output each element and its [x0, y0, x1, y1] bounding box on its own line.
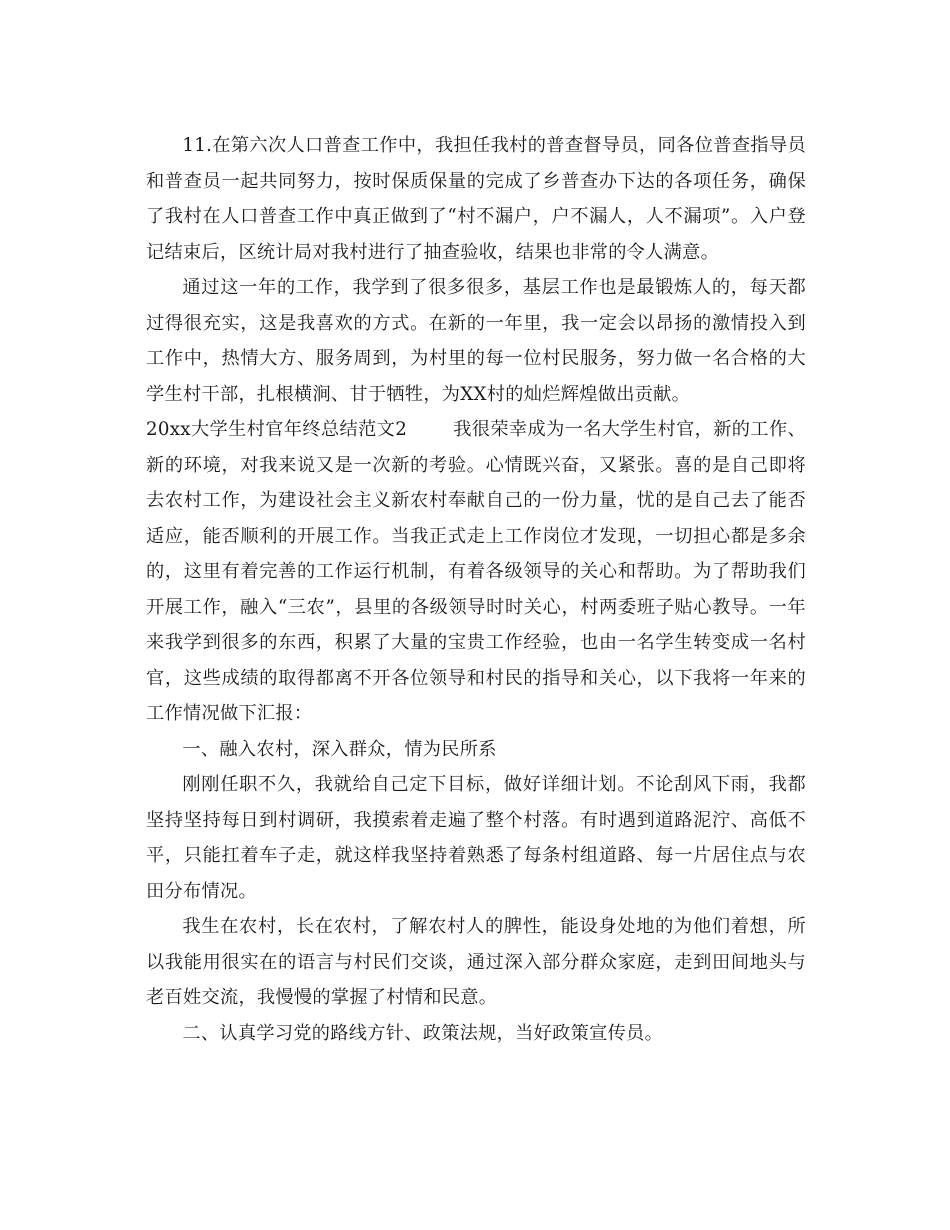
section-title: 20xx大学生村官年终总结范文2 [146, 419, 408, 440]
paragraph-village-survey: 刚刚任职不久，我就给自己定下目标，做好详细计划。不论刮风下雨，我都坚持坚持每日到村调研，我摸索着走遍了整个村落。有时遇到道路泥泞、高低不平，只能扛着车子走，就这样我坚持着熟悉了每条村组道路、每一片居住点与农田分布情况。 [146, 774, 806, 902]
document-body [146, 128, 806, 1051]
heading-study-policy: 二、认真学习党的路线方针、政策法规，当好政策宣传员。 [182, 1022, 664, 1044]
section-intro-text: 我很荣幸成为一名大学生村官，新的工作、新的环境，对我来说又是一次新的考验。心情既兴奋，又紧张。喜的是自己即将去农村工作，为建设社会主义新农村奉献自己的一份力量，忧的是自己去了能否适应，能否顺利的开展工作。当我正式走上工作岗位才发现，一切担心都是多余的，这里有着完善的工作运行机制，有着各级领导的关心和帮助。为了帮助我们开展工作，融入“三农”，县里的各级领导时时关心，村两委班子贴心教导。一年来我学到很多的东西，积累了大量的宝贵工作经验，也由一名学生转变成一名村官，这些成绩的取得都离不开各位领导和村民的指导和关心，以下我将一年来的工作情况做下汇报： [146, 419, 807, 724]
heading-integrate-village: 一、融入农村，深入群众，情为民所系 [182, 738, 497, 760]
paragraph-section-2-intro [146, 412, 806, 732]
paragraph-year-summary: 通过这一年的工作，我学到了很多很多，基层工作也是最锻炼人的，每天都过得很充实，这是我喜欢的方式。在新的一年里，我一定会以昂扬的激情投入到工作中，热情大方、服务周到，为村里的每一位村民服务，努力做一名合格的大学生村干部，扎根横涧、甘于牺牲，为XX村的灿烂辉煌做出贡献。 [146, 277, 806, 405]
paragraph-rural-background: 我生在农村，长在农村，了解农村人的脾性，能设身处地的为他们着想，所以我能用很实在的语言与村民们交谈，通过深入部分群众家庭，走到田间地头与老百姓交流，我慢慢的掌握了村情和民意。 [146, 916, 806, 1008]
paragraph-census-work: 11.在第六次人口普查工作中，我担任我村的普查督导员，同各位普查指导员和普查员一起共同努力，按时保质保量的完成了乡普查办下达的各项任务，确保了我村在人口普查工作中真正做到了“村不漏户，户不漏人，人不漏项”。入户登记结束后，区统计局对我村进行了抽查验收，结果也非常的令人满意。 [146, 135, 806, 263]
